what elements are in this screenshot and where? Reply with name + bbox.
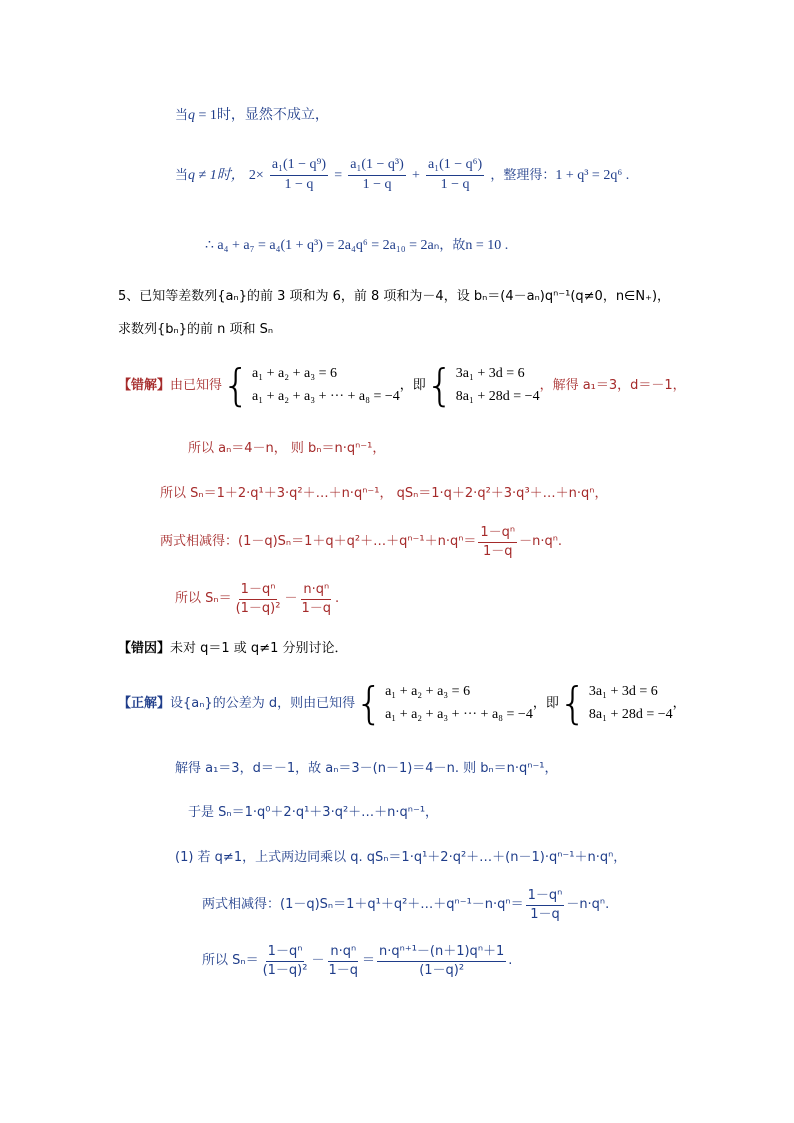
fraction-1: $\frac{\text{1－qⁿ}}{\text{(1－q)²}}$: [262, 944, 308, 978]
text-conclude: ，故: [439, 238, 466, 253]
text-rest: = 1时，显然不成立，: [195, 108, 329, 123]
error-cause: [118, 641, 347, 657]
fraction-1: $\frac{\text{1－qⁿ}}{\text{(1－q)²}}$: [235, 582, 281, 616]
correct-solution-line-3: 于是 Sₙ＝1·q⁰＋2·q¹＋3·q²＋…＋n·qⁿ⁻¹，: [188, 805, 439, 820]
problem-line-2: 求数列{bₙ}的前 n 项和 Sₙ: [118, 322, 274, 337]
text-prefix: 当: [175, 108, 189, 123]
intro: 由已知得: [170, 378, 223, 394]
fraction: $\frac{\text{1－qⁿ}}{1-q}$: [480, 525, 516, 559]
equation: ∴ a₄ + a₇ = a₄(1 + q³) = 2a₄q⁶ = 2a₁₀ = 2aₙ: [205, 238, 440, 253]
correct-tag: 【正解】: [118, 696, 171, 712]
wrong-tag: 【错解】: [118, 378, 171, 394]
system-2: { 3a₁ + 3d = 6 8a₁ + 28d = −4: [425, 360, 540, 411]
case-q-equals-1: [175, 108, 329, 125]
text-prefix: 当: [175, 167, 189, 183]
fraction: $\frac{\text{1－qⁿ}}{1-q}$: [527, 888, 563, 922]
var-q: q: [188, 108, 196, 123]
fraction-2: $\frac{\text{n·qⁿ}}{1-q}$: [301, 582, 332, 616]
intro: 设{aₙ}的公差为 d，则由已知得: [170, 696, 356, 712]
mid-text: ，即: [399, 378, 426, 394]
result: n = 10 .: [465, 238, 509, 253]
equation-result: 1 + q³ = 2q⁶ .: [555, 167, 630, 183]
correct-solution-line-1: 【正解】 设{aₙ}的公差为 d，则由已知得 { a₁ + a₂ + a₃ = 6 a₁ + a₂ + a₃ + ··· + a₈ = −4 ，即 { 3a₁ + 3d = 6 8a₁ + 28d = −4 ，: [118, 678, 686, 729]
problem-line-1: 5、已知等差数列{aₙ}的前 3 项和为 6，前 8 项和为－4，设 bₙ＝(4－aₙ)qⁿ⁻¹(q≠0，n∈N₊)，: [118, 289, 671, 304]
wrong-solution-line-1: [118, 360, 686, 411]
result: ，解得 a₁＝3，d＝－1，: [539, 378, 686, 394]
cause-text: 未对 q＝1 或 q≠1 分别讨论．: [170, 641, 348, 656]
fraction-2: $\frac{\text{a₁(1 − q³)}}{1 - q}$: [350, 157, 404, 192]
times-two: 2×: [248, 167, 264, 183]
system-1: { a₁ + a₂ + a₃ = 6 a₁ + a₂ + a₃ + ··· + a₈ = −4: [222, 360, 400, 411]
wrong-solution-line-3: 所以 Sₙ＝1＋2·q¹＋3·q²＋…＋n·qⁿ⁻¹， qSₙ＝1·q＋2·q²＋3·q³＋…＋n·qⁿ，: [160, 486, 608, 501]
system-2: { 3a₁ + 3d = 6 8a₁ + 28d = −4: [558, 678, 673, 729]
therefore-line: [205, 238, 508, 255]
mid-text: ，即: [532, 696, 559, 712]
wrong-solution-line-2: 所以 aₙ＝4－n， 则 bₙ＝n·qⁿ⁻¹，: [188, 441, 386, 456]
text-tail: ，整理得：: [490, 167, 556, 183]
fraction-1: $\frac{\text{a₁(1 − q⁹)}}{1 - q}$: [271, 157, 327, 192]
wrong-solution-line-5: 所以 Sₙ＝ $\frac{\text{1－qⁿ}}{\text{(1－q)²}}$ － $\frac{\text{n·qⁿ}}{1-q}$ .: [175, 582, 340, 616]
correct-solution-line-5: 两式相减得：(1－q)Sₙ＝1＋q¹＋q²＋…＋qⁿ⁻¹－n·qⁿ＝ $\frac{\text{1－qⁿ}}{1-q}$ －n·qⁿ.: [202, 888, 610, 922]
fraction-3: $\frac{\text{n·qⁿ⁺¹－(n＋1)qⁿ＋1}}{\text{(1－q)²}}$: [379, 944, 505, 978]
correct-solution-line-6: 所以 Sₙ＝ $\frac{\text{1－qⁿ}}{\text{(1－q)²}}$ － $\frac{\text{n·qⁿ}}{1-q}$ ＝ $\frac{\text{n·qⁿ⁺¹－(n＋1)qⁿ＋1}}{\text{(1－q)²}}$ .: [202, 944, 513, 978]
fraction-2: $\frac{\text{n·qⁿ}}{1-q}$: [328, 944, 359, 978]
case-q-not-1: 当q ≠ 1时， 2× $\frac{\text{a₁(1 − q⁹)}}{1 - q}$ = $\frac{\text{a₁(1 − q³)}}{1 - q}$ + $\frac{\text{a₁(1 − q⁶)}}{1 - q}$ ，整理得：1 + q³ = 2q⁶ .: [175, 157, 630, 192]
cause-tag: 【错因】: [118, 641, 171, 656]
correct-solution-line-4: (1) 若 q≠1，上式两边同乘以 q. qSₙ＝1·q¹＋2·q²＋…＋(n－1)·qⁿ⁻¹＋n·qⁿ，: [175, 850, 627, 865]
wrong-solution-line-4: 两式相减得：(1－q)Sₙ＝1＋q＋q²＋…＋qⁿ⁻¹＋n·qⁿ＝ $\frac{\text{1－qⁿ}}{1-q}$ －n·qⁿ.: [160, 525, 563, 559]
fraction-3: $\frac{\text{a₁(1 − q⁶)}}{1 - q}$: [427, 157, 483, 192]
system-1: { a₁ + a₂ + a₃ = 6 a₁ + a₂ + a₃ + ··· + a₈ = −4: [355, 678, 533, 729]
condition: q ≠ 1时，: [188, 167, 245, 183]
correct-solution-line-2: 解得 a₁＝3，d＝－1，故 aₙ＝3－(n－1)＝4－n. 则 bₙ＝n·qⁿ⁻¹，: [175, 761, 558, 776]
